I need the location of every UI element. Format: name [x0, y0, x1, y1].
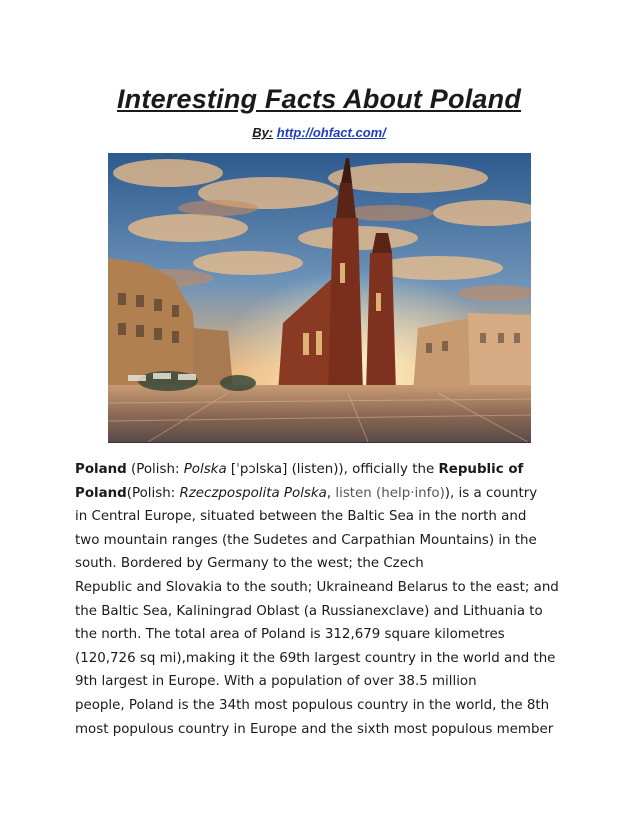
image-divider — [108, 442, 531, 443]
article-paragraph — [75, 458, 575, 741]
byline-label: By: — [252, 125, 274, 140]
paragraph-line-12: most populous country in Europe and the sixth most populous member — [75, 721, 554, 737]
byline — [0, 125, 638, 140]
paragraph-line-3: in Central Europe, situated between the Baltic Sea in the north and — [75, 509, 527, 525]
term-republic-of: Republic of — [438, 462, 524, 477]
text-run: ), is a country — [444, 485, 538, 501]
paragraph-line-2 — [75, 482, 575, 506]
paragraph-line-7: the Baltic Sea, Kaliningrad Oblast (a Russianexclave) and Lithuania to — [75, 603, 543, 619]
term-poland: Poland — [75, 462, 127, 477]
paragraph-line-10: 9th largest in Europe. With a population of over 38.5 million — [75, 674, 477, 690]
source-link[interactable]: http://ohfact.com/ — [276, 125, 386, 140]
text-run: (Polish: — [126, 462, 184, 477]
text-run: , — [326, 485, 336, 501]
paragraph-line-8: the north. The total area of Poland is 312,679 square kilometres — [75, 627, 505, 643]
paragraph-line-11: people, Poland is the 34th most populous country in the world, the 8th — [75, 697, 550, 713]
term-polska: Polska — [183, 462, 227, 477]
listen-help-info-link[interactable]: listen (help·info) — [335, 485, 445, 501]
page-title: Interesting Facts About Poland — [116, 84, 522, 114]
paragraph-line-4: two mountain ranges (the Sudetes and Carpathian Mountains) in the — [75, 532, 537, 548]
term-poland-2: Poland — [75, 485, 127, 501]
krakow-basilica-photo — [108, 153, 531, 442]
paragraph-line-1 — [75, 458, 575, 482]
paragraph-line-5: south. Bordered by Germany to the west; the Czech — [75, 556, 424, 572]
paragraph-line-6: Republic and Slovakia to the south; Ukraineand Belarus to the east; and — [75, 579, 559, 595]
text-run: [ˈpɔlska] (listen)), officially the — [226, 462, 439, 477]
text-run: (Polish: — [126, 485, 180, 501]
paragraph-line-9: (120,726 sq mi),making it the 69th largest country in the world and the — [75, 650, 556, 666]
term-rzeczpospolita: Rzeczpospolita Polska — [179, 485, 327, 501]
